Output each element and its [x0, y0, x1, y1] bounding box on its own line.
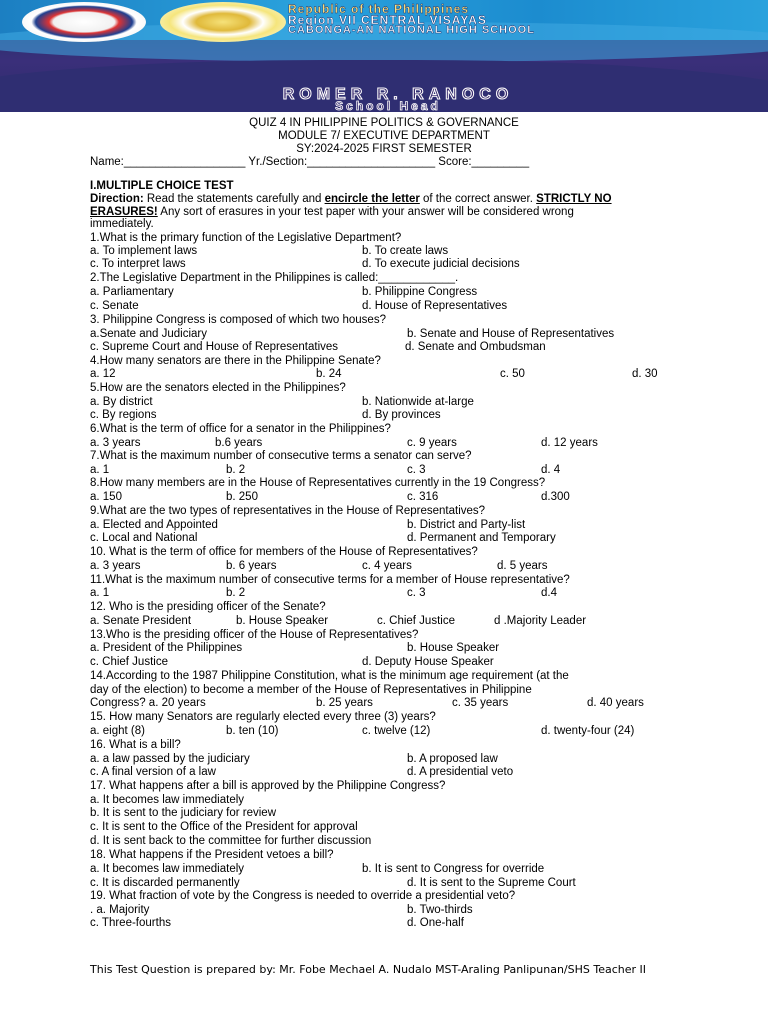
quiz-title: QUIZ 4 IN PHILIPPINE POLITICS & GOVERNANCE	[249, 117, 519, 129]
q1-option-a[interactable]: a. To implement laws	[90, 245, 198, 257]
question-14-line-1: 14.According to the 1987 Philippine Constitution, what is the minimum age requirement (at the	[90, 670, 569, 682]
question-2: 2.The Legislative Department in the Philippines is called:____________.	[90, 272, 459, 284]
q11-option-a[interactable]: a. 1	[90, 587, 110, 599]
q9-option-c[interactable]: c. Local and National	[90, 532, 198, 544]
q13-option-b[interactable]: b. House Speaker	[407, 642, 500, 654]
q19-option-d[interactable]: d. One-half	[407, 917, 464, 929]
question-8: 8.How many members are in the House of Representatives currently in the 19 Congress?	[90, 477, 546, 489]
banner-school-name: CABONGA-AN NATIONAL HIGH SCHOOL	[288, 24, 535, 36]
q6-option-c[interactable]: c. 9 years	[407, 437, 457, 449]
q8-option-c[interactable]: c. 316	[407, 491, 439, 503]
school-year: SY:2024-2025 FIRST SEMESTER	[296, 143, 472, 155]
direction-erasures: ERASURES!	[90, 206, 158, 218]
q3-option-d[interactable]: d. Senate and Ombudsman	[405, 341, 546, 353]
question-16: 16. What is a bill?	[90, 739, 181, 751]
q11-option-d[interactable]: d.4	[541, 587, 557, 599]
direction-emphasis: encircle the letter	[324, 193, 420, 205]
q18-option-a[interactable]: a. It becomes law immediately	[90, 863, 245, 875]
q11-option-b[interactable]: b. 2	[226, 587, 246, 599]
prepared-by-footer: This Test Question is prepared by: Mr. Fobe Mechael A. Nudalo MST-Araling Panlipunan/SHS Teacher II	[90, 963, 647, 976]
question-10: 10. What is the term of office for members of the House of Representatives?	[90, 546, 478, 558]
q15-option-c[interactable]: c. twelve (12)	[362, 725, 431, 737]
q5-option-a[interactable]: a. By district	[90, 396, 153, 408]
direction-line-3: immediately.	[90, 218, 154, 230]
direction-line-1	[90, 193, 612, 206]
header-banner	[0, 0, 768, 112]
q15-option-a[interactable]: a. eight (8)	[90, 725, 145, 737]
q13-option-d[interactable]: d. Deputy House Speaker	[362, 656, 494, 668]
question-3: 3. Philippine Congress is composed of which two houses?	[90, 314, 386, 326]
banner-region: Region VII CENTRAL VISAYAS	[288, 13, 487, 27]
q8-option-d[interactable]: d.300	[541, 491, 570, 503]
question-15: 15. How many Senators are regularly elected every three (3) years?	[90, 711, 436, 723]
q15-option-b[interactable]: b. ten (10)	[226, 725, 279, 737]
q6-option-d[interactable]: d. 12 years	[541, 437, 598, 449]
question-1: 1.What is the primary function of the Legislative Department?	[90, 232, 402, 244]
q3-option-a[interactable]: a.Senate and Judiciary	[90, 328, 207, 340]
q12-option-c[interactable]: c. Chief Justice	[377, 615, 455, 627]
q19-option-b[interactable]: b. Two-thirds	[407, 904, 473, 916]
q12-option-d[interactable]: d .Majority Leader	[494, 615, 587, 627]
q1-option-d[interactable]: d. To execute judicial decisions	[362, 258, 520, 270]
q8-option-a[interactable]: a. 150	[90, 491, 122, 503]
q16-option-c[interactable]: c. A final version of a law	[90, 766, 216, 778]
question-11: 11.What is the maximum number of consecutive terms for a member of House representative?	[90, 574, 570, 586]
q7-option-a[interactable]: a. 1	[90, 464, 110, 476]
q6-option-a[interactable]: a. 3 years	[90, 437, 141, 449]
question-4: 4.How many senators are there in the Philippine Senate?	[90, 355, 381, 367]
q7-option-c[interactable]: c. 3	[407, 464, 426, 476]
q4-option-a[interactable]: a. 12	[90, 368, 116, 380]
deped-seal-logo	[22, 2, 146, 42]
q3-option-c[interactable]: c. Supreme Court and House of Representatives	[90, 341, 339, 353]
question-17: 17. What happens after a bill is approved by the Philippine Congress?	[90, 780, 446, 792]
q1-option-c[interactable]: c. To interpret laws	[90, 258, 186, 270]
q11-option-c[interactable]: c. 3	[407, 587, 426, 599]
question-18: 18. What happens if the President vetoes a bill?	[90, 849, 334, 861]
question-12: 12. Who is the presiding officer of the Senate?	[90, 601, 326, 613]
q10-option-c[interactable]: c. 4 years	[362, 560, 412, 572]
school-seal-logo	[160, 2, 286, 42]
q14-option-c[interactable]: c. 35 years	[452, 697, 509, 709]
direction-line-2	[90, 206, 574, 219]
q5-option-c[interactable]: c. By regions	[90, 409, 157, 421]
q8-option-b[interactable]: b. 250	[226, 491, 258, 503]
q13-option-c[interactable]: c. Chief Justice	[90, 656, 168, 668]
q5-option-b[interactable]: b. Nationwide at-large	[362, 396, 474, 408]
section-title: I.MULTIPLE CHOICE TEST	[90, 180, 234, 192]
q10-option-a[interactable]: a. 3 years	[90, 560, 141, 572]
q18-option-d[interactable]: d. It is sent to the Supreme Court	[407, 877, 576, 889]
q16-option-a[interactable]: a. a law passed by the judiciary	[90, 753, 250, 765]
q17-option-b[interactable]: b. It is sent to the judiciary for review	[90, 807, 276, 819]
q15-option-d[interactable]: d. twenty-four (24)	[541, 725, 635, 737]
q6-option-b[interactable]: b.6 years	[215, 437, 263, 449]
banner-school-head-name: ROMER R. RANOCO	[282, 86, 514, 103]
q18-option-c[interactable]: c. It is discarded permanently	[90, 877, 240, 889]
q10-option-d[interactable]: d. 5 years	[497, 560, 548, 572]
q4-option-c[interactable]: c. 50	[500, 368, 525, 380]
name-section-score-field[interactable]: Name:___________________ Yr./Section:____________________ Score:_________	[90, 156, 530, 168]
q9-option-a[interactable]: a. Elected and Appointed	[90, 519, 218, 531]
q14-option-b[interactable]: b. 25 years	[316, 697, 373, 709]
q2-option-a[interactable]: a. Parliamentary	[90, 286, 174, 298]
banner-school-head-title: School Head	[335, 99, 441, 112]
q7-option-b[interactable]: b. 2	[226, 464, 246, 476]
direction-text-c: Any sort of erasures in your test paper with your answer will be considered wrong	[157, 206, 574, 218]
direction-strictly: STRICTLY NO	[536, 193, 612, 205]
q3-option-b[interactable]: b. Senate and House of Representatives	[407, 328, 615, 340]
banner-republic: Republic of the Philippines	[288, 2, 470, 16]
q10-option-b[interactable]: b. 6 years	[226, 560, 277, 572]
q4-option-b[interactable]: b. 24	[316, 368, 342, 380]
q5-option-d[interactable]: d. By provinces	[362, 409, 441, 421]
direction-text-a: Read the statements carefully and	[143, 193, 325, 205]
question-14-line-3: Congress? a. 20 years	[90, 697, 206, 709]
question-9: 9.What are the two types of representatives in the House of Representatives?	[90, 505, 486, 517]
direction-text-b: of the correct answer.	[419, 193, 537, 205]
q17-option-a[interactable]: a. It becomes law immediately	[90, 794, 245, 806]
q18-option-b[interactable]: b. It is sent to Congress for override	[362, 863, 545, 875]
q2-option-d[interactable]: d. House of Representatives	[362, 300, 508, 312]
q12-option-a[interactable]: a. Senate President	[90, 615, 192, 627]
question-13: 13.Who is the presiding officer of the House of Representatives?	[90, 629, 419, 641]
q16-option-b[interactable]: b. A proposed law	[407, 753, 498, 765]
q19-option-c[interactable]: c. Three-fourths	[90, 917, 171, 929]
q2-option-b[interactable]: b. Philippine Congress	[362, 286, 478, 298]
q16-option-d[interactable]: d. A presidential veto	[407, 766, 514, 778]
direction-label: Direction:	[90, 193, 144, 205]
question-7: 7.What is the maximum number of consecutive terms a senator can serve?	[90, 450, 472, 462]
q12-option-b[interactable]: b. House Speaker	[236, 615, 329, 627]
question-5: 5.How are the senators elected in the Philippines?	[90, 382, 346, 394]
q13-option-a[interactable]: a. President of the Philippines	[90, 642, 243, 654]
q1-option-b[interactable]: b. To create laws	[362, 245, 449, 257]
q9-option-d[interactable]: d. Permanent and Temporary	[407, 532, 556, 544]
q7-option-d[interactable]: d. 4	[541, 464, 561, 476]
q19-option-a[interactable]: . a. Majority	[90, 904, 150, 916]
q9-option-b[interactable]: b. District and Party-list	[407, 519, 526, 531]
question-6: 6.What is the term of office for a senator in the Philippines?	[90, 423, 391, 435]
q17-option-c[interactable]: c. It is sent to the Office of the President for approval	[90, 821, 358, 833]
q2-option-c[interactable]: c. Senate	[90, 300, 139, 312]
module-title: MODULE 7/ EXECUTIVE DEPARTMENT	[278, 130, 490, 142]
q17-option-d[interactable]: d. It is sent back to the committee for further discussion	[90, 835, 372, 847]
question-14-line-2: day of the election) to become a member of the House of Representatives in Philippine	[90, 684, 532, 696]
q14-option-d[interactable]: d. 40 years	[587, 697, 644, 709]
q4-option-d[interactable]: d. 30	[632, 368, 658, 380]
question-19: 19. What fraction of vote by the Congress is needed to override a presidential veto?	[90, 890, 516, 902]
